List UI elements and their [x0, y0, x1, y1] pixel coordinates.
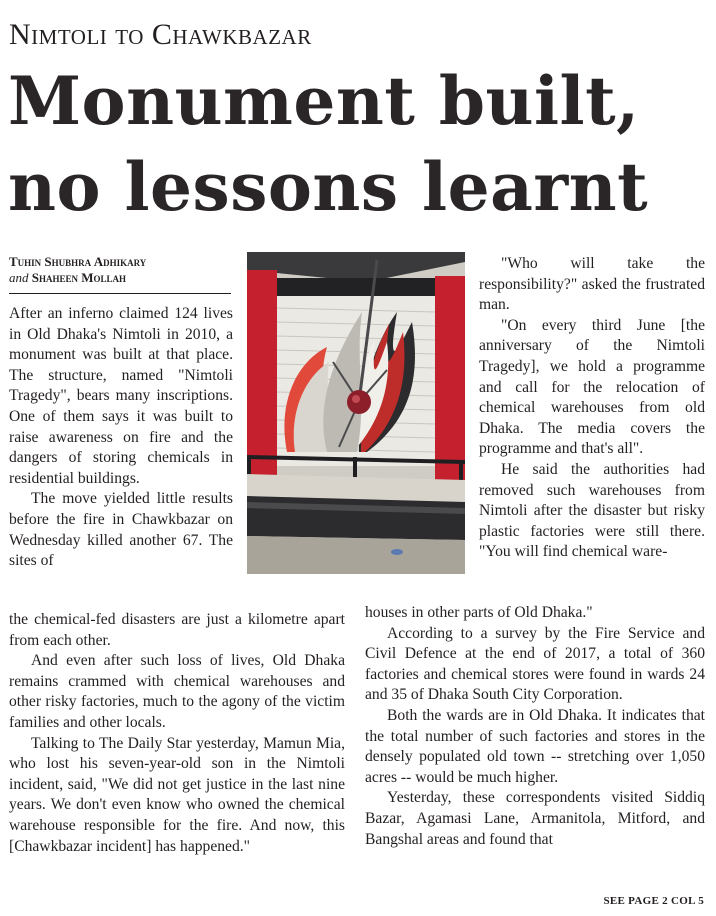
article-column-3 [479, 254, 705, 563]
byline-author-2: Shaheen Mollah [31, 270, 127, 285]
kicker: Nimtoli to Chawkbazar [9, 18, 312, 51]
paragraph: He said the authorities had removed such warehouses from Nimtoli after the disaster but risky plastic factories were still there. "You will find chemical ware- [479, 460, 705, 561]
paragraph: And even after such loss of lives, Old Dhaka remains crammed with chemical warehouses and other risky factories, much to the agony of the victim families and other locals. [9, 652, 345, 731]
byline [9, 254, 231, 294]
paragraph: Yesterday, these correspondents visited Siddiq Bazar, Agamasi Lane, Armanitola, Mitford, and Bangshal areas and found that [365, 789, 705, 848]
paragraph: Both the wards are in Old Dhaka. It indicates that the total number of such factories and stores in the densely populated old town -- stretching over 1,050 acres -- would be much higher. [365, 706, 705, 786]
litter [391, 549, 403, 555]
headline-line-1: Monument built, [8, 62, 640, 140]
paragraph: "On every third June [the anniversary of the Nimtoli Tragedy], we hold a programme and call for the relocation of chemical warehouses from old Dhaka. The media covers the programme and that's all". [479, 316, 705, 458]
article-column-1 [9, 304, 233, 572]
byline-author-1: Tuhin Shubhra Adhikary [9, 254, 147, 269]
road [247, 536, 465, 574]
byline-author-2-line [9, 270, 231, 286]
article-column-2-3-wide [365, 603, 705, 850]
headline [8, 58, 712, 230]
paragraph: After an inferno claimed 124 lives in Old Dhaka's Nimtoli in 2010, a monument was built at that place. The structure, named "Nimtoli Tragedy", bears many inscriptions. One of them says it was built to raise awareness on fire and the dangers of storing chemicals in residential buildings. [9, 305, 233, 487]
paragraph: "Who will take the responsibility?" asked the frustrated man. [479, 255, 705, 314]
paragraph-continuation: houses in other parts of Old Dhaka." [365, 604, 593, 621]
paragraph: The move yielded little results before the fire in Chawkbazar on Wednesday killed another 67. The sites of [9, 490, 233, 570]
dark-top-band [277, 278, 435, 296]
paragraph: According to a survey by the Fire Service and Civil Defence at the end of 2017, a total of 360 factories and chemical stores were found in wards 24 and 35 of Dhaka South City Corporation. [365, 624, 705, 704]
headline-line-2: no lessons learnt [8, 148, 649, 226]
paragraph: Talking to The Daily Star yesterday, Mamun Mia, who lost his seven-year-old son in the Nimtoli incident, said, "We did not get justice in the last nine years. We don't even know who owned the chemical warehouse responsible for the fire. And now, this [Chawkbazar incident] has happened." [9, 734, 345, 855]
article-column-1-wide [9, 610, 345, 857]
monument-photo-graphic [247, 252, 465, 574]
byline-and: and [9, 270, 29, 285]
dark-base [247, 496, 465, 540]
monument-photo [247, 252, 465, 574]
paragraph-continuation: the chemical-fed disasters are just a kilometre apart from each other. [9, 611, 345, 649]
jump-line: SEE PAGE 2 COL 5 [603, 895, 704, 907]
